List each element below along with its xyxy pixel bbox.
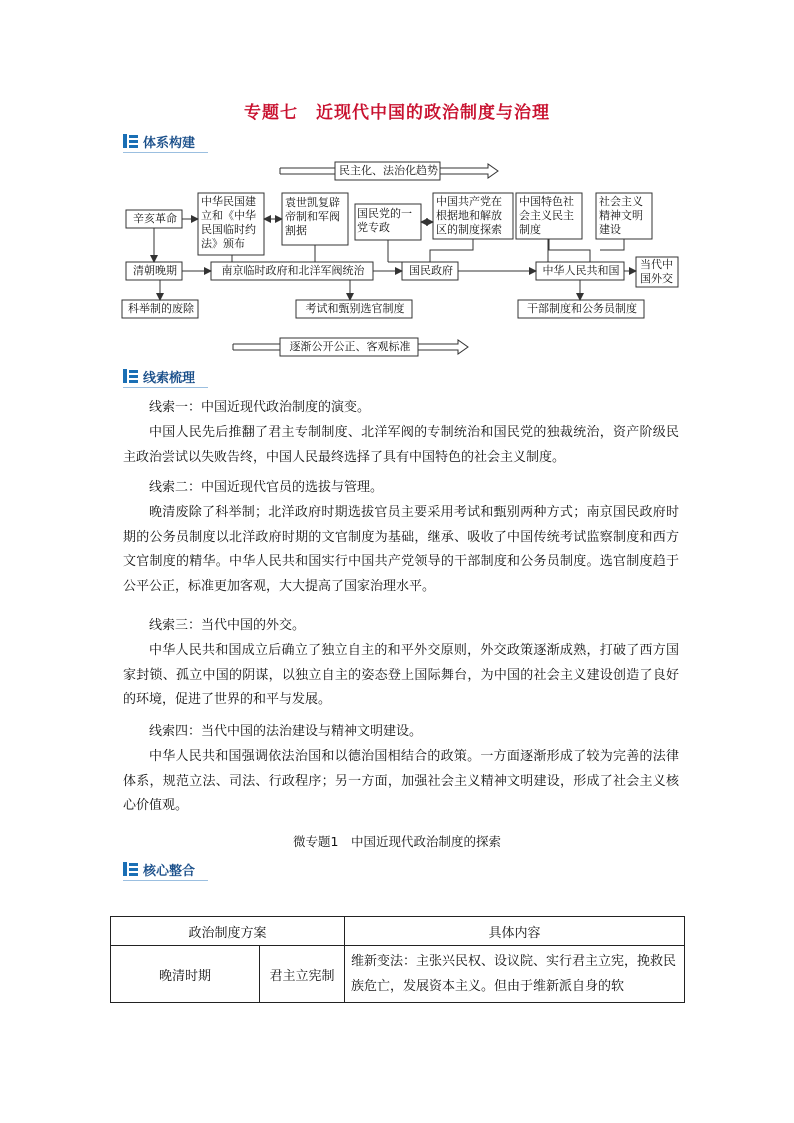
cell-system: 君主立宪制 [260, 946, 345, 1003]
clue-3-heading: 线索三：当代中国的外交。 [149, 618, 306, 633]
clue-4-heading: 线索四：当代中国的法治建设与精神文明建设。 [149, 724, 423, 739]
node-qingmo: 清朝晚期 [133, 264, 177, 277]
node-tese: 中国特色社会主义民主制度 [519, 195, 574, 236]
section-label: 核心整合 [143, 863, 196, 879]
node-kaoshi: 考试和甄别选官制度 [305, 302, 405, 315]
header-content: 具体内容 [345, 917, 685, 946]
node-ganbu: 干部制度和公务员制度 [527, 302, 637, 315]
clue-1-body: 中国人民先后推翻了君主专制制度、北洋军阀的专制统治和国民党的独裁统治，资产阶级民主政治尝试以失败告终，中国人民最终选择了具有中国特色的社会主义制度。 [123, 425, 679, 465]
clue-1-heading: 线索一：中国近现代政治制度的演变。 [149, 400, 371, 415]
node-waijiao: 当代中国外交 [640, 258, 673, 285]
node-keju: 科举制的废除 [128, 302, 194, 315]
node-yuan: 袁世凯复辟帝制和军阀割据 [285, 196, 340, 237]
section-header-core [123, 860, 195, 878]
table-header-row [111, 917, 685, 946]
section-label: 线索梳理 [143, 370, 196, 386]
section-bar-icon [123, 862, 138, 876]
node-prc: 中华人民共和国 [542, 264, 620, 277]
node-guomin-zhengfu: 国民政府 [409, 264, 453, 277]
clue-4-body: 中华人民共和国强调依法治国和以德治国相结合的政策。一方面逐渐形成了较为完善的法律体系，规范立法、司法、行政程序；另一方面，加强社会主义精神文明建设，形成了社会主义核心价值观。 [123, 749, 679, 813]
node-guomindang: 国民党的一党专政 [357, 207, 412, 234]
trend-arrow-label: 民主化、法治化趋势 [339, 164, 438, 177]
clue-2-heading: 线索二：中国近现代官员的选拔与管理。 [149, 480, 384, 495]
selection-arrow-label: 逐渐公开公正、客观标准 [289, 340, 411, 353]
section-header-clues [123, 367, 195, 385]
node-xinhai: 辛亥革命 [133, 212, 177, 225]
page-title: 专题七 近现代中国的政治制度与治理 [244, 103, 550, 123]
node-jingshen: 社会主义精神文明建设 [599, 195, 643, 236]
table-row [111, 946, 685, 1003]
node-gongchandang: 中国共产党在根据地和解放区的制度探索 [436, 195, 502, 236]
header-scheme: 政治制度方案 [111, 917, 345, 946]
sub-topic-title: 微专题1 中国近现代政治制度的探索 [293, 834, 501, 849]
node-nanjing-beiyang: 南京临时政府和北洋军阀统治 [221, 264, 365, 277]
cell-content: 维新变法：主张兴民权、设议院、实行君主立宪，挽救民族危亡，发展资本主义。但由于维新派自身的软 [345, 946, 685, 1003]
node-zhonghua-minguo: 中华民国建立和《中华民国临时约法》颁布 [201, 195, 256, 250]
section-bar-icon [123, 369, 138, 383]
clue-3-body: 中华人民共和国成立后确立了独立自主的和平外交原则，外交政策逐渐成熟，打破了西方国家封锁、孤立中国的阴谋，以独立自主的姿态登上国际舞台，为中国的社会主义建设创造了良好的环境，促进了世界的和平与发展。 [123, 643, 679, 707]
core-table [110, 916, 685, 1003]
section-label: 体系构建 [143, 135, 196, 151]
cell-period: 晚清时期 [111, 946, 260, 1003]
clue-2-body: 晚清废除了科举制；北洋政府时期选拔官员主要采用考试和甄别两种方式；南京国民政府时期的公务员制度以北洋政府时期的文官制度为基础，继承、吸收了中国传统考试监察制度和西方文官制度的精华。中华人民共和国实行中国共产党领导的干部制度和公务员制度。选官制度趋于公平公正，标准更加客观，大大提高了国家治理水平。 [123, 505, 679, 594]
